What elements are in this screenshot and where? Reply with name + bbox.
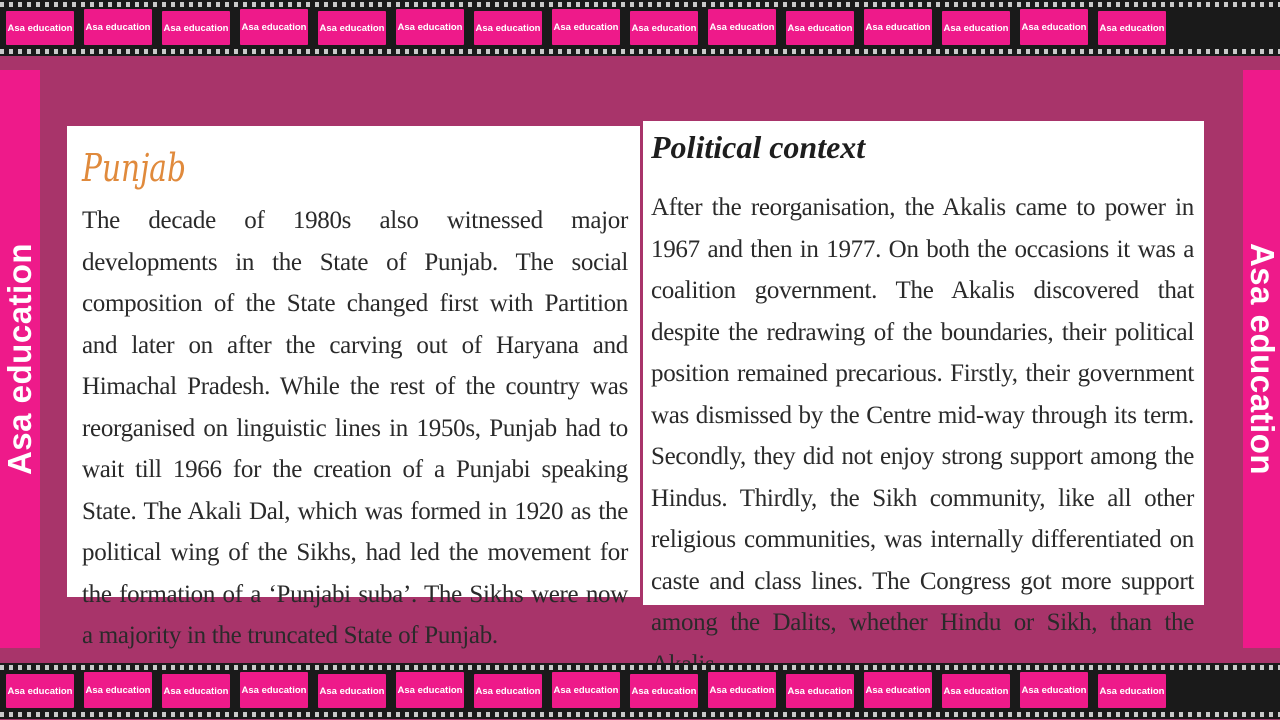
film-frame-label: Asa education <box>162 11 230 45</box>
film-frame-label: Asa education <box>1098 674 1166 708</box>
film-frame-label: Asa education <box>708 9 776 45</box>
film-strip-top <box>0 0 1280 56</box>
film-frame-label: Asa education <box>318 11 386 45</box>
film-frame-label: Asa education <box>474 674 542 708</box>
film-frame-label: Asa education <box>1020 9 1088 45</box>
film-frame-label: Asa education <box>162 674 230 708</box>
film-frame-label: Asa education <box>318 674 386 708</box>
film-frame-label: Asa education <box>630 674 698 708</box>
film-frame-label: Asa education <box>84 672 152 708</box>
political-context-paragraph: After the reorganisation, the Akalis came to power in 1967 and then in 1977. On both the occasions it was a coalition government. The Akalis discovered that despite the redrawing of the boundaries, their political position remained precarious. Firstly, their government was dismissed by the Centre mid-way through its term. Secondly, they did not enjoy strong support among the Hindus. Thirdly, the Sikh community, like all other religious communities, was internally differentiated on caste and class lines. The Congress got more support among the Dalits, whether Hindu or Sikh, than the <box>651 194 1194 636</box>
film-frame-label: Asa education <box>6 674 74 708</box>
film-frame-label: Asa education <box>708 672 776 708</box>
film-frame-label: Asa education <box>864 672 932 708</box>
side-banner-left <box>0 70 40 648</box>
film-frame-label: Asa education <box>552 672 620 708</box>
film-frame-label: Asa education <box>240 9 308 45</box>
punjab-text-panel <box>67 126 640 649</box>
film-frame-label: Asa education <box>6 11 74 45</box>
film-frame-label: Asa education <box>786 11 854 45</box>
film-frame-label: Asa education <box>864 9 932 45</box>
film-frame-label: Asa education <box>942 674 1010 708</box>
side-banner-right <box>1243 70 1280 648</box>
film-frame-label: Asa education <box>1020 672 1088 708</box>
film-frame-label: Asa education <box>786 674 854 708</box>
film-perforations <box>0 712 1280 717</box>
film-frame-label: Asa education <box>396 672 464 708</box>
film-frame-label: Asa education <box>1098 11 1166 45</box>
punjab-paragraph: The decade of 1980s also witnessed major developments in the State of Punjab. The social composition of the State changed first with Partition and later on after the carving out of Haryana and Himachal Pradesh. While the rest of the country was reorganised on linguistic lines in 1950s, Punjab had to wait till 1966 for the creation of a Punjabi speaking State. The Akali Dal, which was formed in 1920 as the political wing of the Sikhs, had led the movement for the formation of a ‘Punjabi suba’. The Sikhs were now a majority in the truncated State of Punjab. <box>82 207 628 649</box>
film-frame-label: Asa education <box>942 11 1010 45</box>
side-banner-label: Asa education <box>1 242 38 476</box>
film-perforations <box>0 49 1280 54</box>
film-perforations <box>0 2 1280 7</box>
film-frames-bottom <box>6 672 1280 710</box>
film-frame-label: Asa education <box>84 9 152 45</box>
film-perforations <box>0 665 1280 670</box>
film-frame-label: Asa education <box>552 9 620 45</box>
side-banner-label: Asa education <box>1243 242 1280 476</box>
film-frames-top <box>6 9 1280 47</box>
punjab-heading: Punjab <box>82 146 186 190</box>
political-context-panel <box>643 121 1204 636</box>
film-frame-label: Asa education <box>396 9 464 45</box>
film-frame-label: Asa education <box>474 11 542 45</box>
film-strip-bottom <box>0 663 1280 719</box>
political-context-heading: Political context <box>651 129 866 165</box>
film-frame-label: Asa education <box>240 672 308 708</box>
film-frame-label: Asa education <box>630 11 698 45</box>
